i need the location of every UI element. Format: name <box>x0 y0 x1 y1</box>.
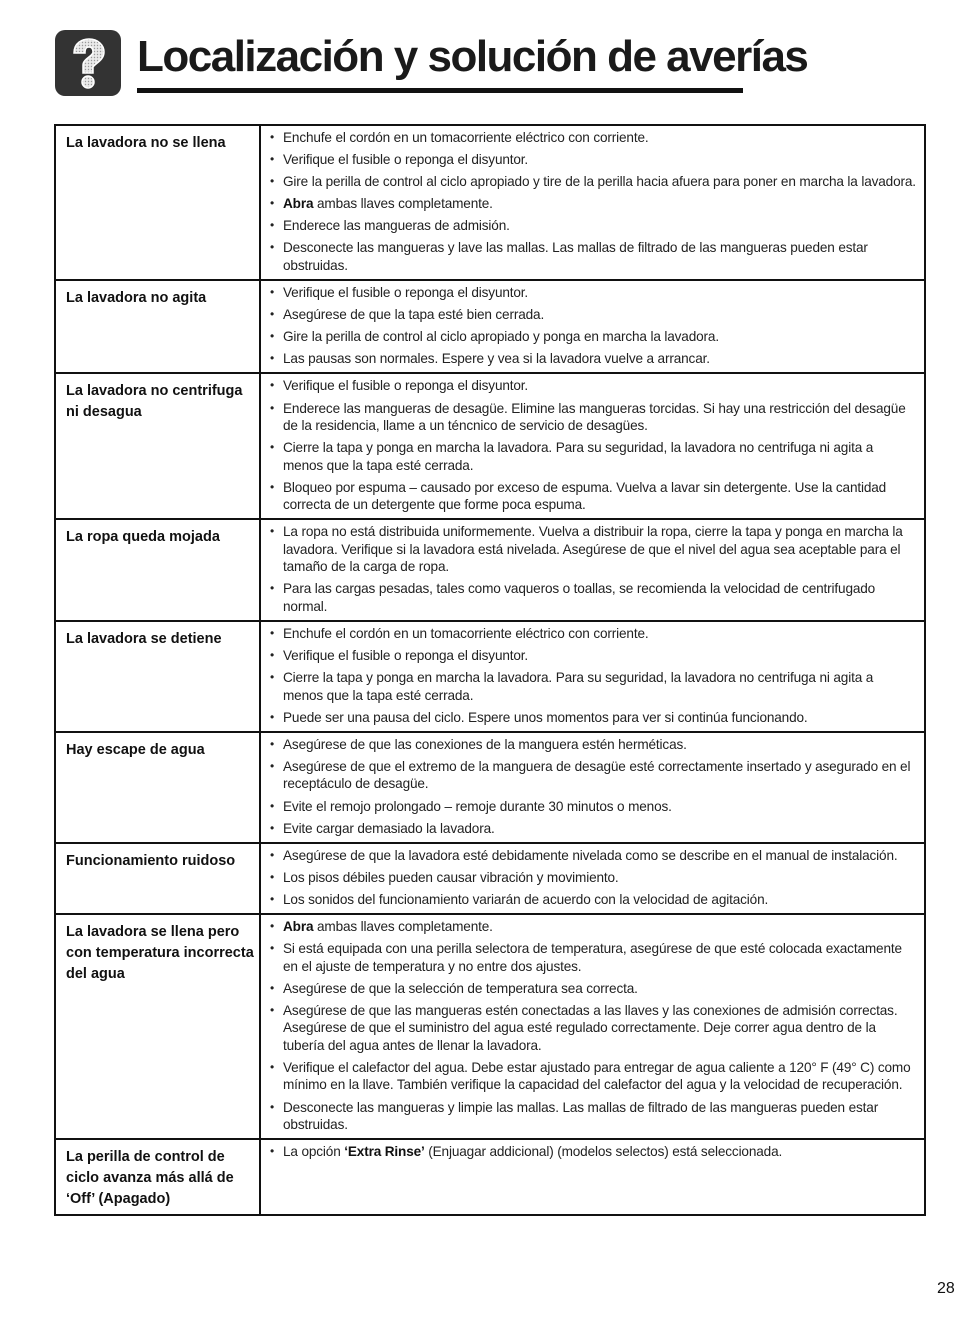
list-item: • Enchufe el cordón en un tomacorriente eléctrico con corriente. <box>269 129 916 147</box>
item-emphasis: Abra <box>283 196 314 212</box>
list-item: • Asegúrese de que la selección de temperatura sea correcta. <box>269 980 916 998</box>
solutions-cell <box>260 519 925 621</box>
solution-list <box>269 736 916 837</box>
solution-list <box>269 377 916 513</box>
list-item: • Para las cargas pesadas, tales como vaqueros o toallas, se recomienda la velocidad de centrifugado normal. <box>269 580 916 615</box>
page-header <box>55 28 808 100</box>
problem-cell: La ropa queda mojada <box>55 519 260 621</box>
list-item: • Los sonidos del funcionamiento variarán de acuerdo con la velocidad de agitación. <box>269 891 916 909</box>
list-item: • Enchufe el cordón en un tomacorriente eléctrico con corriente. <box>269 625 916 643</box>
solution-list <box>269 847 916 909</box>
solutions-cell <box>260 1139 925 1215</box>
list-item <box>269 918 916 936</box>
list-item: • Cierre la tapa y ponga en marcha la lavadora. Para su seguridad, la lavadora no centrifuga ni agita a menos que la tapa esté cerrada. <box>269 669 916 704</box>
problem-cell: La lavadora no agita <box>55 280 260 373</box>
solutions-cell <box>260 280 925 373</box>
list-item: • Enderece las mangueras de admisión. <box>269 217 916 235</box>
solution-list <box>269 523 916 615</box>
list-item: • Asegúrese de que la tapa esté bien cerrada. <box>269 306 916 324</box>
problem-cell: La lavadora se llena pero con temperatura incorrecta del agua <box>55 914 260 1139</box>
item-text: ambas llaves completamente. <box>313 919 493 935</box>
table-row <box>55 125 925 280</box>
list-item: • Verifique el fusible o reponga el disyuntor. <box>269 647 916 665</box>
table-row <box>55 280 925 373</box>
item-emphasis: ‘Extra Rinse’ <box>344 1144 425 1160</box>
page-title: Localización y solución de averías <box>137 32 808 81</box>
list-item: • Bloqueo por espuma – causado por exceso de espuma. Vuelva a lavar sin detergente. Use la cantidad correcta de un detergente que forme poca espuma. <box>269 479 916 514</box>
solutions-cell <box>260 621 925 732</box>
solution-list <box>269 625 916 726</box>
problem-cell: La perilla de control de ciclo avanza más allá de ‘Off’ (Apagado) <box>55 1139 260 1215</box>
item-text-after: (Enjuagar addicional) (modelos selectos) está seleccionada. <box>424 1144 783 1160</box>
solutions-cell <box>260 125 925 280</box>
item-text: La opción <box>283 1144 345 1160</box>
problem-cell: La lavadora se detiene <box>55 621 260 732</box>
table-row <box>55 621 925 732</box>
table-row <box>55 914 925 1139</box>
solution-list <box>269 284 916 368</box>
solutions-cell <box>260 373 925 519</box>
page-number: 28 <box>937 1280 955 1297</box>
problem-cell: Funcionamiento ruidoso <box>55 843 260 914</box>
solutions-cell <box>260 914 925 1139</box>
solution-list <box>269 1143 916 1161</box>
table-row <box>55 1139 925 1215</box>
list-item: • Evite cargar demasiado la lavadora. <box>269 820 916 838</box>
list-item: • Desconecte las mangueras y lave las mallas. Las mallas de filtrado de las mangueras pueden estar obstruidas. <box>269 239 916 274</box>
item-emphasis: Abra <box>283 919 314 935</box>
problem-cell: La lavadora no se llena <box>55 125 260 280</box>
list-item <box>269 195 916 213</box>
list-item: • Verifique el calefactor del agua. Debe estar ajustado para entregar de agua caliente a 120° F (49° C) como mínimo en la llave. También verifique la capacidad del calefactor del agua y la velocidad de recuperación. <box>269 1059 916 1094</box>
title-underline <box>137 88 743 93</box>
table-row <box>55 732 925 843</box>
list-item <box>269 1143 916 1161</box>
list-item: • Desconecte las mangueras y limpie las mallas. Las mallas de filtrado de las mangueras pueden estar obstruidas. <box>269 1099 916 1134</box>
list-item: • Asegúrese de que las mangueras estén conectadas a las llaves y las conexiones de admisión correctas. Asegúrese de que el suministro del agua esté regulado correctamente. Deje correr agua dentro de la tubería del agua antes de llenar la lavadora. <box>269 1002 916 1055</box>
list-item: • Verifique el fusible o reponga el disyuntor. <box>269 151 916 169</box>
list-item: • Gire la perilla de control al ciclo apropiado y ponga en marcha la lavadora. <box>269 328 916 346</box>
list-item: • Verifique el fusible o reponga el disyuntor. <box>269 284 916 302</box>
list-item: • Puede ser una pausa del ciclo. Espere unos momentos para ver si continúa funcionando. <box>269 709 916 727</box>
solution-list <box>269 918 916 1133</box>
list-item: • Verifique el fusible o reponga el disyuntor. <box>269 377 916 395</box>
table-row <box>55 843 925 914</box>
list-item: • La ropa no está distribuida uniformemente. Vuelva a distribuir la ropa, cierre la tapa y ponga en marcha la lavadora. Verifique si la lavadora está nivelada. Asegúrese de que el nivel del agua sea aceptable para el tamaño de la carga de ropa. <box>269 523 916 576</box>
list-item: • Cierre la tapa y ponga en marcha la lavadora. Para su seguridad, la lavadora no centrifuga ni agita a menos que la tapa esté cerrada. <box>269 439 916 474</box>
list-item: • Si está equipada con una perilla selectora de temperatura, asegúrese de que esté colocada exactamente en el ajuste de temperatura y no entre dos ajustes. <box>269 940 916 975</box>
list-item: • Enderece las mangueras de desagüe. Elimine las mangueras torcidas. Si hay una restricción del desagüe de la residencia, llame a un téncnico de servicio de desagües. <box>269 400 916 435</box>
list-item: • Asegúrese de que las conexiones de la manguera estén herméticas. <box>269 736 916 754</box>
problem-cell: La lavadora no centrifuga ni desagua <box>55 373 260 519</box>
solutions-cell <box>260 732 925 843</box>
item-text: ambas llaves completamente. <box>313 196 493 212</box>
list-item: • Evite el remojo prolongado – remoje durante 30 minutos o menos. <box>269 798 916 816</box>
question-mark-icon <box>55 30 121 96</box>
question-mark-glyph <box>60 35 116 91</box>
problem-cell: Hay escape de agua <box>55 732 260 843</box>
table-row <box>55 519 925 621</box>
troubleshooting-rows <box>55 125 925 1215</box>
solutions-cell <box>260 843 925 914</box>
troubleshooting-table <box>54 124 926 1216</box>
list-item: • Gire la perilla de control al ciclo apropiado y tire de la perilla hacia afuera para poner en marcha la lavadora. <box>269 173 916 191</box>
list-item: • Las pausas son normales. Espere y vea si la lavadora vuelve a arrancar. <box>269 350 916 368</box>
list-item: • Asegúrese de que el extremo de la manguera de desagüe esté correctamente insertado y asegurado en el receptáculo de desagüe. <box>269 758 916 793</box>
list-item: • Asegúrese de que la lavadora esté debidamente nivelada como se describe en el manual de instalación. <box>269 847 916 865</box>
list-item: • Los pisos débiles pueden causar vibración y movimiento. <box>269 869 916 887</box>
table-row <box>55 373 925 519</box>
solution-list <box>269 129 916 274</box>
